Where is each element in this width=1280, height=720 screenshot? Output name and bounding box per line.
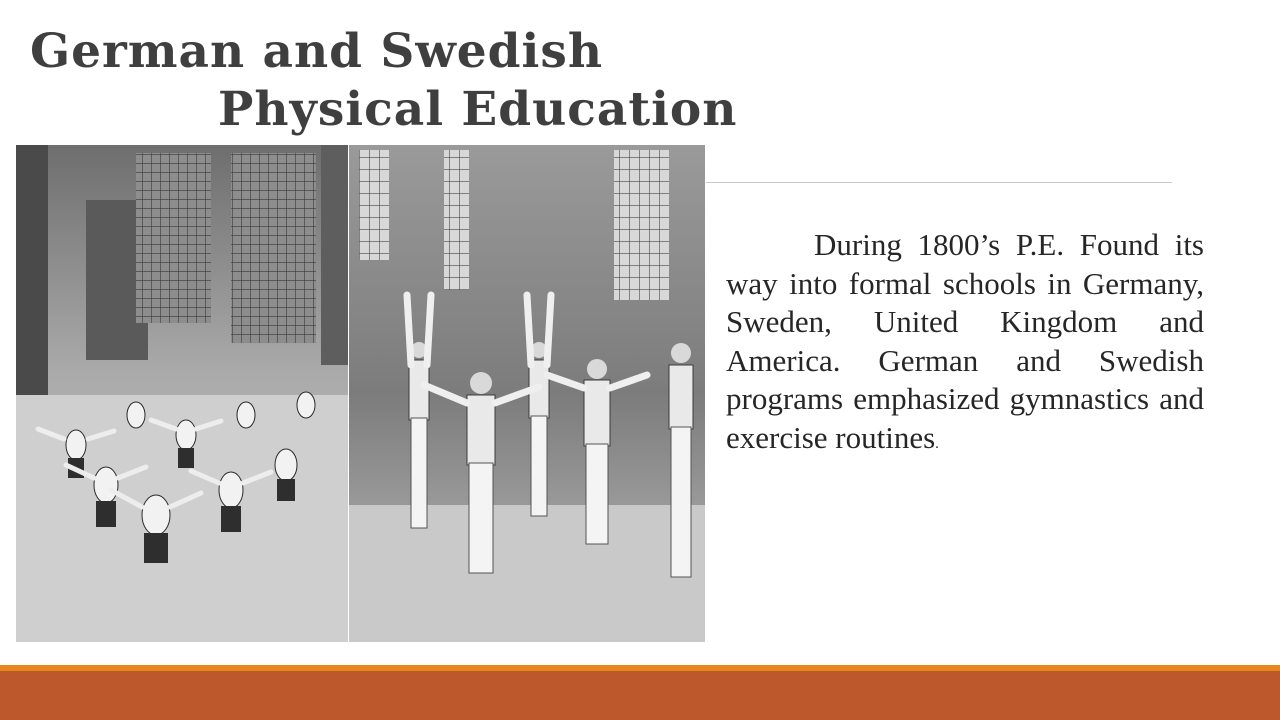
body-paragraph-end-mark: . [935,435,939,452]
photo-men-gymnastics [349,145,705,642]
title-line-1: German and Swedish [30,24,604,79]
divider-line [706,182,1172,183]
body-paragraph [726,226,1204,463]
photo-men-gymnastics-image [349,145,705,642]
body-paragraph-text: During 1800’s P.E. Found its way into formal schools in Germany, Sweden, United Kingdom and America. German and Swedish programs emphasized gymnastics and exercise routines [726,227,1204,455]
photo-women-gymnastics-image [16,145,348,642]
title-line-2: Physical Education [218,82,738,137]
photo-women-gymnastics [16,145,348,642]
footer-accent-thick-bar [0,671,1280,720]
